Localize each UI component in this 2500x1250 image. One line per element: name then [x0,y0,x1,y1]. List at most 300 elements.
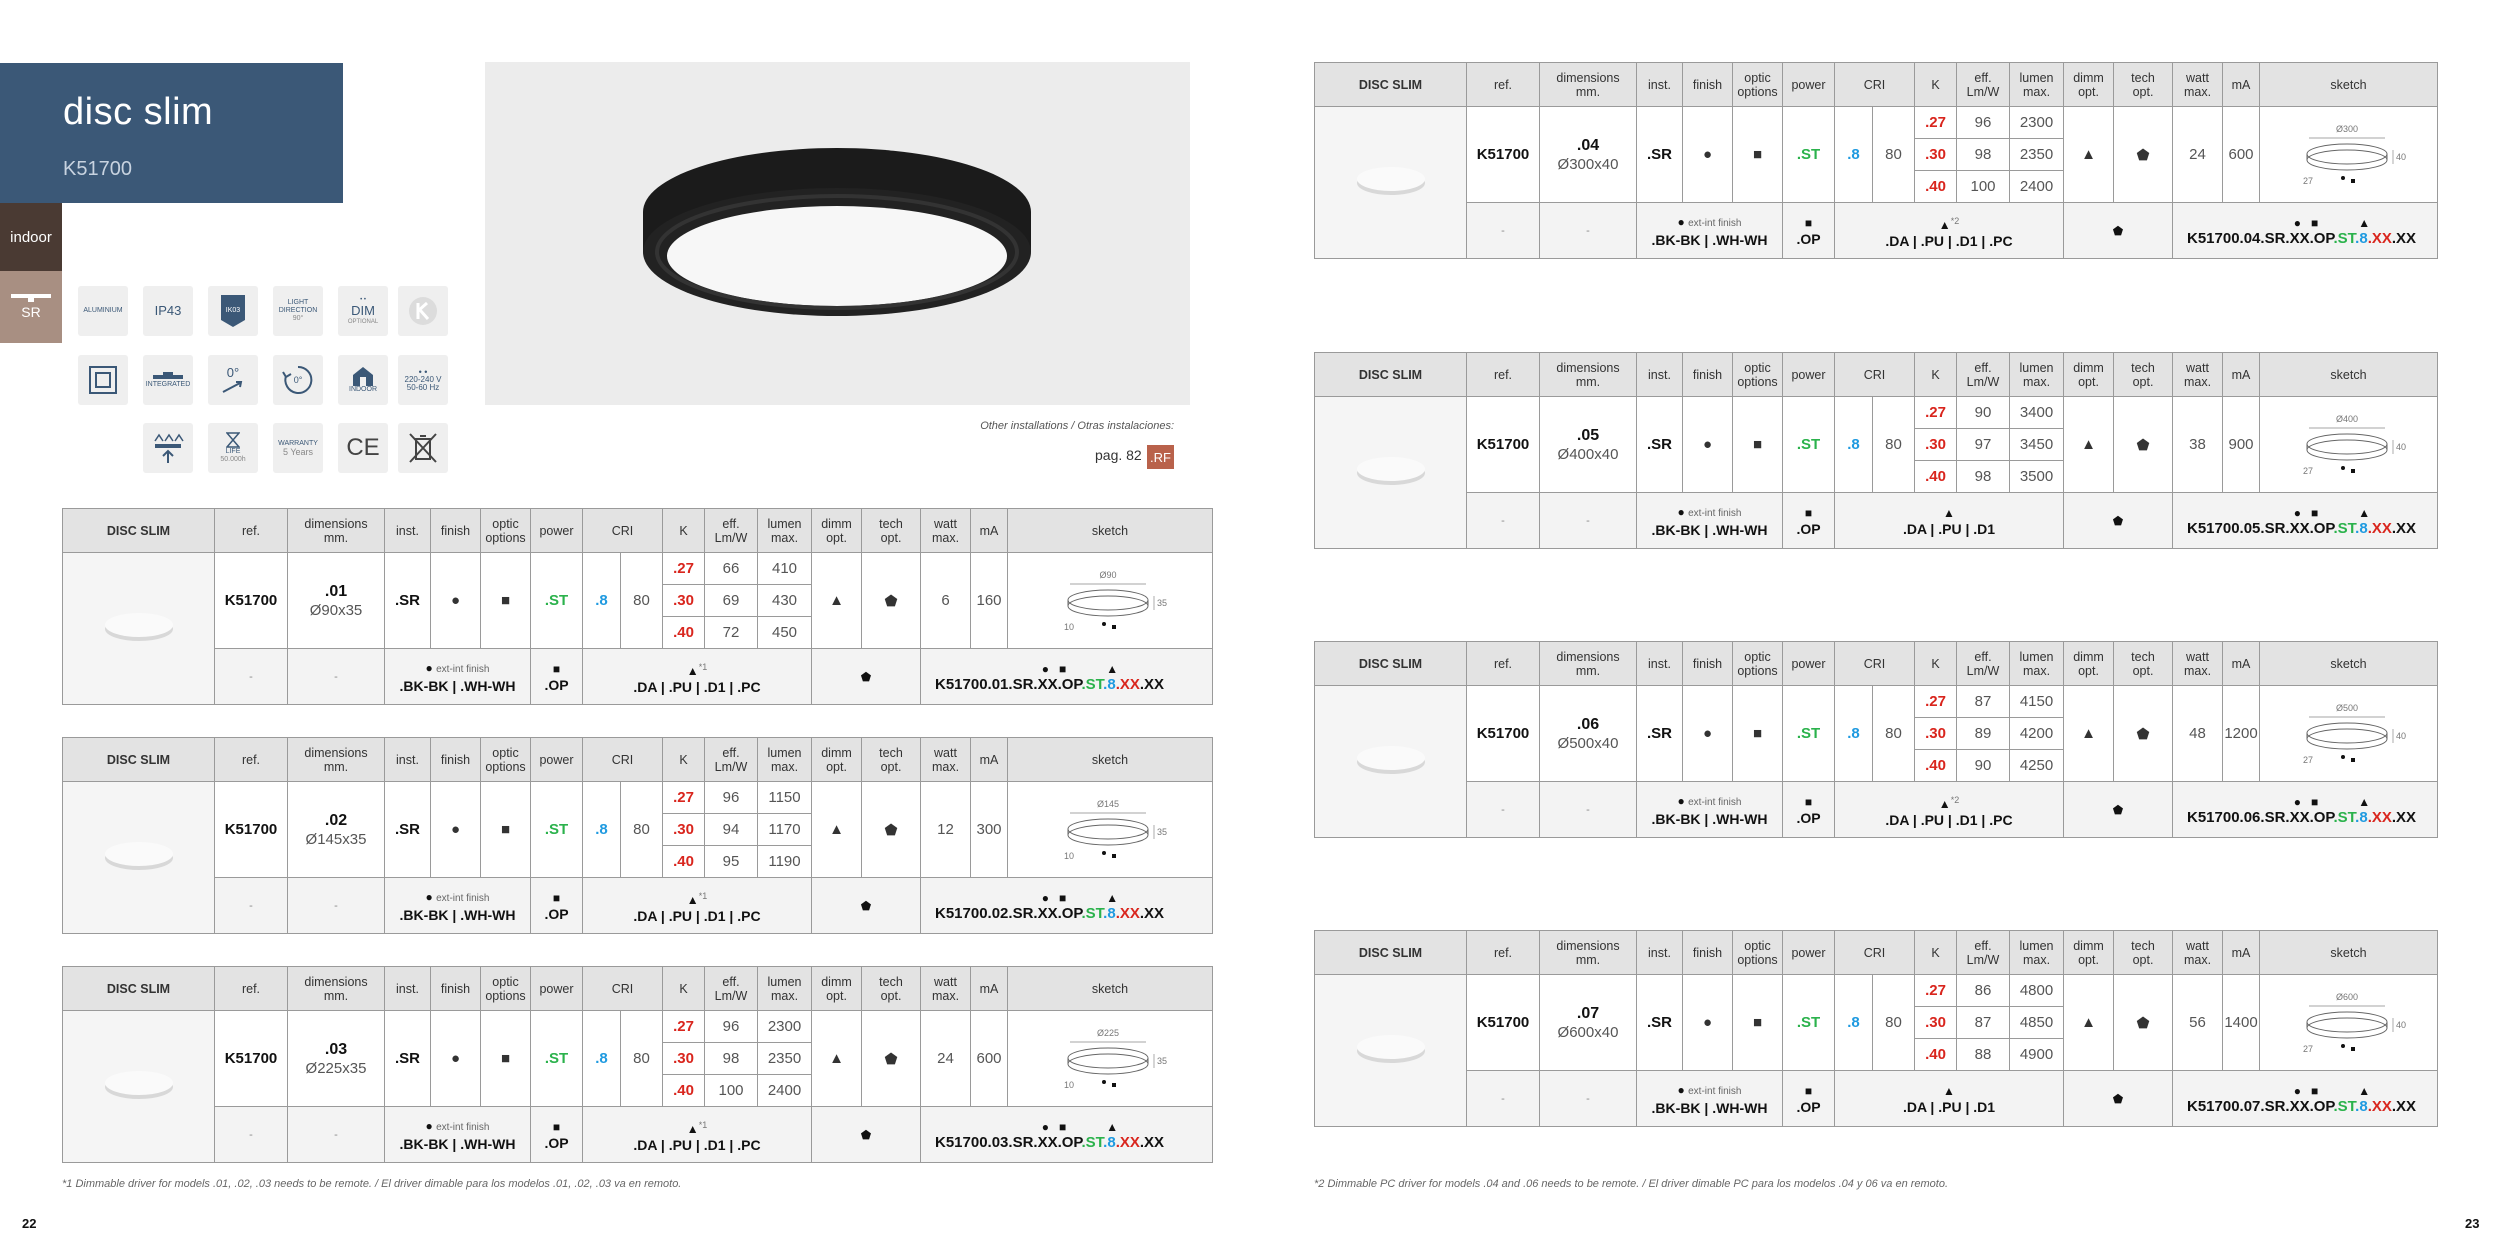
col-ma: mA [971,967,1008,1011]
eff-cell: 90 [1957,397,2010,429]
sketch-diameter: Ø600 [2335,991,2358,1002]
lumen-cell: 1170 [758,814,812,846]
dimm-option-cell: ▲ .DA | .PU | .D1 [1835,1071,2064,1127]
col-cri: CRI [1835,353,1915,397]
col-tech: tech opt. [862,509,921,553]
col-cri: CRI [1835,642,1915,686]
watt-cell: 12 [921,782,971,878]
col-lumen: lumen max. [758,509,812,553]
product-code: K51700 [63,158,132,180]
lumen-cell: 1150 [758,782,812,814]
integrated-driver-icon [143,355,193,405]
col-inst: inst. [385,967,431,1011]
series-header: DISC SLIM [1315,353,1467,397]
col-dimensions: dimensions mm. [288,738,385,782]
col-dimensions: dimensions mm. [1540,931,1637,975]
dimensions-cell: .07 Ø600x40 [1540,975,1637,1071]
col-ma: mA [971,738,1008,782]
dim-option-cell: - [1540,1071,1637,1127]
dimension-sketch [1050,554,1170,644]
cri-code-cell: .8 [1835,397,1873,493]
col-sketch: sketch [2260,931,2438,975]
col-k: K [663,967,705,1011]
title-block [0,63,343,203]
dimension-sketch [1050,783,1170,873]
col-k: K [663,738,705,782]
col-ref: ref. [215,967,288,1011]
finish-option-cell: ● ext-int finish .BK-BK | .WH-WH [1637,782,1783,838]
col-cri: CRI [583,738,663,782]
eff-cell: 98 [1957,139,2010,171]
eff-cell: 98 [1957,461,2010,493]
product-code-cell[interactable]: ● ■ ▲ K51700.01.SR.XX.OP.ST.8.XX.XX [921,649,1213,705]
options-row [1315,782,2438,838]
lumen-cell: 4900 [2010,1039,2064,1071]
col-ref: ref. [1467,63,1540,107]
options-row [63,649,1213,705]
sketch-diameter: Ø300 [2335,123,2358,134]
series-header: DISC SLIM [63,509,215,553]
product-thumbnail [99,607,179,647]
lumen-cell: 430 [758,585,812,617]
col-ref: ref. [1467,931,1540,975]
dim-option-cell: - [1540,782,1637,838]
sketch-cell [2260,397,2438,493]
tech-option-cell: ⬟ [812,649,921,705]
tilt-icon [208,355,258,405]
power-cell: .ST [1783,686,1835,782]
dimension-sketch [2289,108,2409,198]
k-cell: .40 [663,1075,705,1107]
watt-cell: 6 [921,553,971,649]
dimension-sketch [2289,976,2409,1066]
inst-cell: .SR [1637,107,1683,203]
col-lumen: lumen max. [2010,353,2064,397]
dimm-triangle-icon: ▲ [2064,397,2114,493]
other-installations: Other installations / Otras instalaciones: [980,420,1174,432]
k-cell: .27 [1915,397,1957,429]
series-header: DISC SLIM [63,967,215,1011]
tech-pentagon-icon: ⬟ [862,1011,921,1107]
col-ma: mA [2223,642,2260,686]
dimensions-cell: .06 Ø500x40 [1540,686,1637,782]
col-tech: tech opt. [2114,931,2173,975]
lumen-cell: 4250 [2010,750,2064,782]
col-dimm: dimm opt. [2064,63,2114,107]
eff-cell: 96 [705,782,758,814]
dim-option-cell: - [288,878,385,934]
ref-option-cell: - [1467,203,1540,259]
tilt-label: 0° [226,365,240,380]
cooling-icon [143,423,193,473]
col-optic: optic options [481,738,531,782]
col-watt: watt max. [2173,642,2223,686]
dimm-option-cell: ▲$^{*1}$ .DA | .PU | .D1 | .PC [583,1107,812,1163]
lumen-cell: 4850 [2010,1007,2064,1039]
eff-cell: 69 [705,585,758,617]
sketch-height: 40 [2395,441,2406,452]
lumen-cell: 2300 [2010,107,2064,139]
tech-pentagon-icon: ⬟ [2114,975,2173,1071]
finish-option-cell: ● ext-int finish .BK-BK | .WH-WH [385,878,531,934]
dim-option-cell: - [1540,493,1637,549]
col-eff: eff. Lm/W [705,509,758,553]
inst-cell: .SR [1637,686,1683,782]
sketch-height: 35 [1157,1055,1168,1066]
aluminium-label: ALUMINIUM [83,307,123,314]
sketch-cell [1008,553,1213,649]
table-row [1315,686,2438,718]
eff-cell: 87 [1957,1007,2010,1039]
ma-cell: 1200 [2223,686,2260,782]
optic-option-cell: ■ .OP [531,649,583,705]
sketch-cell [2260,107,2438,203]
lumen-cell: 4200 [2010,718,2064,750]
table-row [63,782,1213,814]
rotate-label: 0° [293,375,303,385]
page-reference[interactable]: pag. 82 [1095,447,1142,463]
inst-cell: .SR [385,553,431,649]
finish-option-cell: ● ext-int finish .BK-BK | .WH-WH [1637,493,1783,549]
voltage-label: 220-240 V [404,375,442,384]
k-cell: .27 [1915,107,1957,139]
k-cell: .27 [1915,975,1957,1007]
ref-option-cell: - [1467,782,1540,838]
col-dimm: dimm opt. [2064,642,2114,686]
col-power: power [1783,931,1835,975]
col-watt: watt max. [2173,353,2223,397]
col-ma: mA [2223,931,2260,975]
col-inst: inst. [1637,353,1683,397]
sketch-diameter: Ø145 [1096,798,1120,809]
table-row [1315,397,2438,429]
inst-cell: .SR [385,782,431,878]
col-power: power [1783,353,1835,397]
ma-cell: 1400 [2223,975,2260,1071]
col-cri: CRI [1835,63,1915,107]
power-cell: .ST [1783,397,1835,493]
col-lumen: lumen max. [758,738,812,782]
col-tech: tech opt. [2114,63,2173,107]
col-inst: inst. [385,738,431,782]
col-watt: watt max. [921,509,971,553]
col-inst: inst. [1637,642,1683,686]
col-sketch: sketch [2260,63,2438,107]
ma-cell: 300 [971,782,1008,878]
rf-badge[interactable]: .RF [1147,445,1174,469]
col-finish: finish [1683,63,1733,107]
product-code-cell[interactable]: ● ■ ▲ K51700.03.SR.XX.OP.ST.8.XX.XX [921,1107,1213,1163]
dimension-sketch [2289,398,2409,488]
thumbnail-cell [1315,107,1467,259]
col-ma: mA [971,509,1008,553]
ip-rating-icon [143,286,193,336]
product-thumbnail [1351,161,1431,201]
col-power: power [531,738,583,782]
sketch-diameter: Ø90 [1099,569,1117,580]
eff-cell: 72 [705,617,758,649]
tab-sr[interactable] [0,271,62,343]
options-row [1315,493,2438,549]
ma-cell: 900 [2223,397,2260,493]
tech-option-cell: ⬟ [2064,493,2173,549]
dimm-option-cell: ▲$^{*2}$ .DA | .PU | .D1 | .PC [1835,203,2064,259]
col-ref: ref. [215,738,288,782]
sketch-cell [1008,1011,1213,1107]
col-cri: CRI [583,509,663,553]
page-number-left: 22 [22,1216,37,1231]
sketch-diameter: Ø400 [2335,413,2358,424]
col-eff: eff. Lm/W [705,967,758,1011]
k-logo-icon [398,286,448,336]
k-cell: .30 [1915,429,1957,461]
weee-bin-icon [398,423,448,473]
col-tech: tech opt. [2114,642,2173,686]
spec-table [1314,641,2438,838]
optic-option-cell: ■ .OP [531,878,583,934]
options-row [1315,203,2438,259]
cri-cell: 80 [1873,107,1915,203]
tech-option-cell: ⬟ [812,878,921,934]
col-cri: CRI [583,967,663,1011]
table-row [63,553,1213,585]
dimension-sketch [2289,687,2409,777]
thumbnail-cell [63,782,215,934]
tech-option-cell: ⬟ [2064,1071,2173,1127]
k-cell: .30 [1915,718,1957,750]
cri-cell: 80 [621,782,663,878]
col-lumen: lumen max. [2010,931,2064,975]
sketch-base: 10 [1064,1079,1075,1090]
spec-table [1314,352,2438,549]
col-k: K [1915,642,1957,686]
finish-option-cell: ● ext-int finish .BK-BK | .WH-WH [1637,1071,1783,1127]
dimensions-cell: .01 Ø90x35 [288,553,385,649]
product-thumbnail [1351,740,1431,780]
eff-cell: 98 [705,1043,758,1075]
col-sketch: sketch [2260,642,2438,686]
dimm-triangle-icon: ▲ [2064,107,2114,203]
product-code-cell[interactable]: ● ■ ▲ K51700.02.SR.XX.OP.ST.8.XX.XX [921,878,1213,934]
options-row [63,878,1213,934]
col-eff: eff. Lm/W [1957,63,2010,107]
dimm-option-cell: ▲$^{*1}$ .DA | .PU | .D1 | .PC [583,878,812,934]
k-cell: .27 [1915,686,1957,718]
col-ma: mA [2223,63,2260,107]
col-tech: tech opt. [862,967,921,1011]
lumen-cell: 3500 [2010,461,2064,493]
eff-cell: 88 [1957,1039,2010,1071]
tab-indoor[interactable]: indoor [0,203,62,271]
col-finish: finish [431,967,481,1011]
col-inst: inst. [1637,931,1683,975]
cri-code-cell: .8 [1835,686,1873,782]
col-finish: finish [1683,931,1733,975]
col-sketch: sketch [2260,353,2438,397]
col-dimensions: dimensions mm. [288,509,385,553]
lumen-cell: 4150 [2010,686,2064,718]
cri-cell: 80 [1873,975,1915,1071]
lumen-cell: 2400 [758,1075,812,1107]
dim-option-cell: - [288,1107,385,1163]
ref-cell: K51700 [215,782,288,878]
ref-cell: K51700 [1467,975,1540,1071]
sketch-cell [2260,686,2438,782]
eff-cell: 96 [705,1011,758,1043]
dim-option-cell: - [1540,203,1637,259]
finish-dot-icon: ● [431,1011,481,1107]
lumen-cell: 2300 [758,1011,812,1043]
k-cell: .40 [1915,461,1957,493]
optic-square-icon: ■ [1733,107,1783,203]
cri-cell: 80 [621,1011,663,1107]
product-thumbnail [1351,1029,1431,1069]
product-photo [485,62,1190,405]
power-cell: .ST [1783,107,1835,203]
tech-pentagon-icon: ⬟ [2114,686,2173,782]
thumbnail-cell [1315,686,1467,838]
life-label: LIFE [225,448,241,455]
dimm-triangle-icon: ▲ [812,782,862,878]
finish-option-cell: ● ext-int finish .BK-BK | .WH-WH [1637,203,1783,259]
ref-cell: K51700 [215,553,288,649]
dimm-triangle-icon: ▲ [812,553,862,649]
col-k: K [1915,931,1957,975]
eff-cell: 96 [1957,107,2010,139]
col-optic: optic options [1733,63,1783,107]
cri-code-cell: .8 [583,1011,621,1107]
dim-option-cell: - [288,649,385,705]
dimm-triangle-icon: ▲ [812,1011,862,1107]
col-dimensions: dimensions mm. [1540,63,1637,107]
dimensions-cell: .03 Ø225x35 [288,1011,385,1107]
ce-mark-icon [338,423,388,473]
product-code-cell[interactable]: ● ■ ▲ K51700.06.SR.XX.OP.ST.8.XX.XX [2173,782,2438,838]
k-cell: .27 [663,782,705,814]
col-optic: optic options [1733,931,1783,975]
tech-pentagon-icon: ⬟ [862,782,921,878]
col-dimm: dimm opt. [812,967,862,1011]
product-code-cell[interactable]: ● ■ ▲ K51700.07.SR.XX.OP.ST.8.XX.XX [2173,1071,2438,1127]
cri-cell: 80 [1873,397,1915,493]
sketch-base: 27 [2302,175,2313,186]
dimension-sketch [1050,1012,1170,1102]
product-code-cell[interactable]: ● ■ ▲ K51700.04.SR.XX.OP.ST.8.XX.XX [2173,203,2438,259]
eff-cell: 95 [705,846,758,878]
eff-cell: 94 [705,814,758,846]
col-optic: optic options [481,509,531,553]
table-row [1315,975,2438,1007]
life-sub: 50.000h [220,456,246,463]
frequency-label: 50-60 Hz [406,383,440,392]
lumen-cell: 1190 [758,846,812,878]
ip-label: IP43 [154,303,182,318]
light-direction-icon [273,286,323,336]
warranty-icon [273,423,323,473]
watt-cell: 48 [2173,686,2223,782]
k-cell: .27 [663,553,705,585]
finish-dot-icon: ● [1683,107,1733,203]
watt-cell: 24 [2173,107,2223,203]
optic-square-icon: ■ [1733,686,1783,782]
col-ref: ref. [1467,353,1540,397]
dimensions-cell: .02 Ø145x35 [288,782,385,878]
dimensions-cell: .05 Ø400x40 [1540,397,1637,493]
warranty-sub: 5 Years [282,447,314,457]
sketch-height: 40 [2395,730,2406,741]
dim-label: DIM [351,303,375,318]
product-thumbnail [1351,451,1431,491]
optic-option-cell: ■ .OP [531,1107,583,1163]
col-power: power [1783,63,1835,107]
sketch-base: 10 [1064,850,1075,861]
dimm-option-cell: ▲$^{*1}$ .DA | .PU | .D1 | .PC [583,649,812,705]
col-watt: watt max. [2173,931,2223,975]
k-cell: .30 [663,585,705,617]
finish-dot-icon: ● [1683,397,1733,493]
inst-cell: .SR [1637,397,1683,493]
finish-option-cell: ● ext-int finish .BK-BK | .WH-WH [385,649,531,705]
col-eff: eff. Lm/W [1957,353,2010,397]
dimm-option-cell: ▲$^{*2}$ .DA | .PU | .D1 | .PC [1835,782,2064,838]
dimm-triangle-icon: ▲ [2064,975,2114,1071]
inst-cell: .SR [385,1011,431,1107]
col-eff: eff. Lm/W [1957,642,2010,686]
sketch-diameter: Ø500 [2335,702,2358,713]
spec-table [1314,62,2438,259]
spec-table [62,508,1213,705]
col-lumen: lumen max. [758,967,812,1011]
col-dimensions: dimensions mm. [288,967,385,1011]
surface-mount-icon [11,294,51,298]
finish-dot-icon: ● [1683,686,1733,782]
ma-cell: 600 [2223,107,2260,203]
product-code-cell[interactable]: ● ■ ▲ K51700.05.SR.XX.OP.ST.8.XX.XX [2173,493,2438,549]
col-dimm: dimm opt. [812,509,862,553]
cri-cell: 80 [1873,686,1915,782]
col-dimm: dimm opt. [2064,353,2114,397]
dimm-option-cell: ▲ .DA | .PU | .D1 [1835,493,2064,549]
optic-square-icon: ■ [1733,975,1783,1071]
table-row [63,1011,1213,1043]
footnote-right: *2 Dimmable PC driver for models .04 and .06 needs to be remote. / El driver dimable PC para los modelos .04 y 06 va en remoto. [1314,1178,1949,1190]
product-thumbnail [99,836,179,876]
col-finish: finish [1683,353,1733,397]
spec-table [1314,930,2438,1127]
indoor-label: INDOOR [349,386,377,393]
cri-code-cell: .8 [583,782,621,878]
k-cell: .40 [1915,171,1957,203]
lumen-cell: 3450 [2010,429,2064,461]
ik-label: IK03 [225,307,241,314]
life-hourglass-icon [208,423,258,473]
tech-option-cell: ⬟ [2064,203,2173,259]
rotation-icon [273,355,323,405]
col-watt: watt max. [921,967,971,1011]
tech-option-cell: ⬟ [812,1107,921,1163]
thumbnail-cell [1315,975,1467,1127]
lumen-cell: 2400 [2010,171,2064,203]
aluminium-icon [78,286,128,336]
product-title: disc slim [63,91,214,133]
thumbnail-cell [63,553,215,705]
sketch-height: 35 [1157,826,1168,837]
ref-option-cell: - [215,1107,288,1163]
ref-option-cell: - [215,649,288,705]
tech-pentagon-icon: ⬟ [2114,397,2173,493]
col-finish: finish [431,738,481,782]
optic-square-icon: ■ [1733,397,1783,493]
